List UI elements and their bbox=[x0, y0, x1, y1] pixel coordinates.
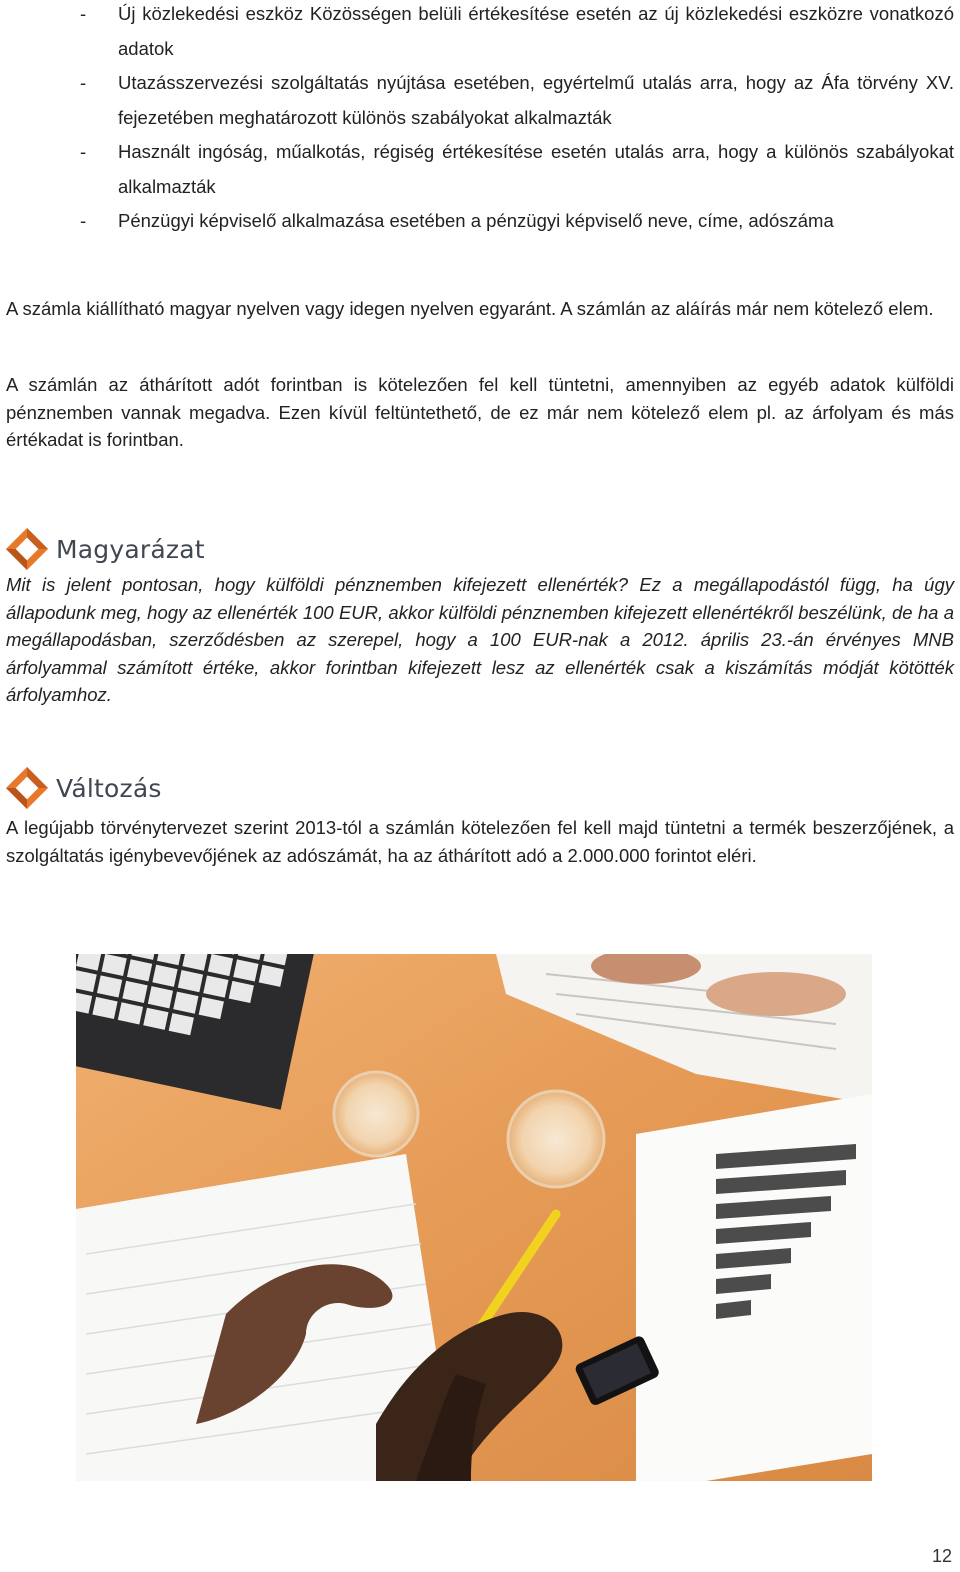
change-heading-text: Változás bbox=[56, 773, 162, 803]
bullet-dash: - bbox=[80, 72, 87, 93]
change-heading bbox=[4, 765, 162, 811]
diamond-logo-icon bbox=[4, 765, 50, 811]
explanation-heading bbox=[4, 526, 205, 572]
list-item-text: Pénzügyi képviselő alkalmazása esetében a pénzügyi képviselő neve, címe, adószáma bbox=[118, 210, 834, 231]
list-item bbox=[0, 0, 960, 66]
list-item-text: Használt ingóság, műalkotás, régiség értékesítése esetén utalás arra, hogy a különös szabályokat alkalmazták bbox=[118, 141, 954, 197]
list-item bbox=[0, 135, 960, 204]
bullet-dash: - bbox=[80, 141, 87, 162]
list-item bbox=[0, 66, 960, 135]
paragraph-currency: A számlán az áthárított adót forintban is kötelezően fel kell tüntetni, amennyiben az egyéb adatok külföldi pénznemben vannak megadva. Ezen kívül feltüntethető, de ez már nem kötelező elem pl. az árfolyam és más értékadat is forintban. bbox=[6, 374, 954, 450]
page-number: 12 bbox=[931, 1546, 952, 1566]
list-item-text: Új közlekedési eszköz Közösségen belüli értékesítése esetén az új közlekedési eszközre vonatkozó adatok bbox=[118, 3, 954, 59]
list-item bbox=[0, 204, 960, 239]
explanation-text: Mit is jelent pontosan, hogy külföldi pénznemben kifejezett ellenérték? Ez a megállapodástól függ, ha úgy állapodunk meg, hogy az ellenérték 100 EUR, akkor külföldi pénznemben kifejezett ellenértékről beszélünk, de ha a megállapodásban, szerződésben az szerepel, hogy a 100 EUR-nak a 2012. április 23.-án érvényes MNB árfolyammal számított értéke, akkor forintban kifejezett lesz az ellenérték csak a kiszámítás módját kötötték árfolyamhoz. bbox=[6, 574, 954, 705]
paragraph-language: A számla kiállítható magyar nyelven vagy idegen nyelven egyaránt. A számlán az aláírás már nem kötelező elem. bbox=[6, 298, 934, 319]
bullet-dash: - bbox=[80, 3, 87, 24]
change-text: A legújabb törvénytervezet szerint 2013-tól a számlán kötelezően fel kell majd tüntetni a termék beszerzőjének, a szolgáltatás igénybevevőjének az adószámát, ha az áthárított adó a 2.000.000 forintot eléri. bbox=[6, 817, 954, 866]
diamond-logo-icon bbox=[4, 526, 50, 572]
business-meeting-photo bbox=[76, 954, 872, 1481]
bullet-dash: - bbox=[80, 210, 87, 231]
list-item-text: Utazásszervezési szolgáltatás nyújtása esetében, egyértelmű utalás arra, hogy az Áfa törvény XV. fejezetében meghatározott különös szabályokat alkalmazták bbox=[118, 72, 954, 128]
explanation-heading-text: Magyarázat bbox=[56, 534, 205, 564]
bullet-list bbox=[0, 0, 960, 239]
